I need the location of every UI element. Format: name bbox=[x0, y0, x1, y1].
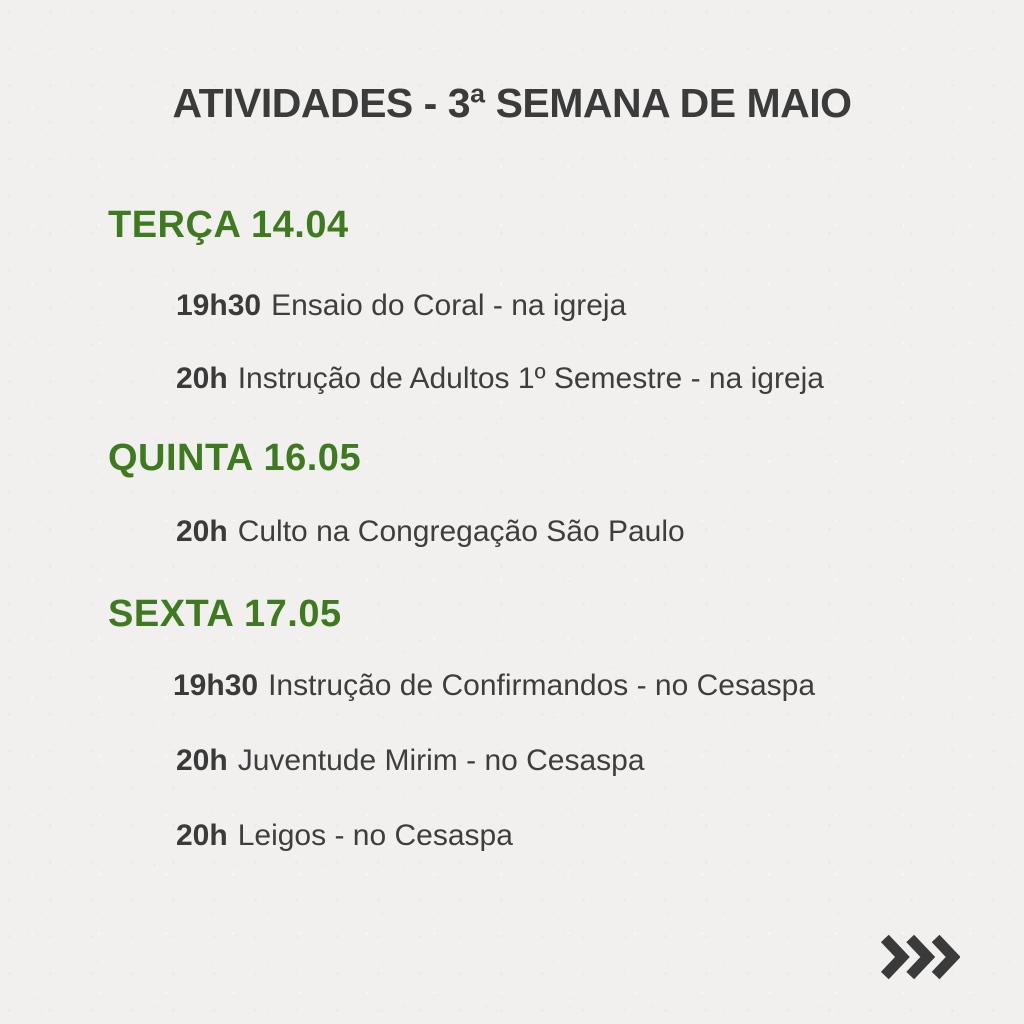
event-row bbox=[176, 289, 626, 323]
event-time: 20h bbox=[176, 362, 228, 395]
next-chevrons-icon[interactable] bbox=[878, 932, 960, 982]
event-time: 20h bbox=[176, 744, 228, 777]
event-row bbox=[176, 819, 513, 853]
event-description: Instrução de Adultos 1º Semestre - na igreja bbox=[237, 362, 824, 395]
event-time: 19h30 bbox=[173, 669, 259, 702]
event-description: Ensaio do Coral - na igreja bbox=[271, 289, 627, 322]
event-row bbox=[176, 744, 645, 778]
event-description: Instrução de Confirmandos - no Cesaspa bbox=[268, 669, 816, 702]
event-row bbox=[176, 362, 824, 396]
day-heading-sexta: SEXTA 17.05 bbox=[108, 593, 342, 635]
event-row bbox=[173, 669, 815, 703]
event-time: 20h bbox=[176, 515, 228, 548]
event-row bbox=[176, 515, 685, 549]
event-description: Culto na Congregação São Paulo bbox=[237, 515, 685, 548]
day-heading-terca: TERÇA 14.04 bbox=[108, 204, 349, 246]
day-heading-quinta: QUINTA 16.05 bbox=[108, 437, 362, 479]
event-description: Juventude Mirim - no Cesaspa bbox=[237, 744, 645, 777]
event-description: Leigos - no Cesaspa bbox=[237, 819, 513, 852]
event-time: 20h bbox=[176, 819, 228, 852]
event-time: 19h30 bbox=[176, 289, 262, 322]
page-title: ATIVIDADES - 3ª SEMANA DE MAIO bbox=[172, 80, 852, 126]
